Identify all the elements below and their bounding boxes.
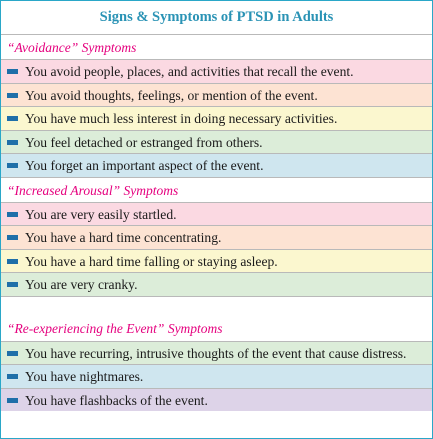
bullet-icon	[7, 398, 18, 403]
bullet-icon	[7, 140, 18, 145]
symptom-text: You forget an important aspect of the event.	[25, 158, 264, 173]
bullet-icon	[7, 282, 18, 287]
symptom-row	[1, 388, 432, 412]
symptom-text: You avoid thoughts, feelings, or mention of the event.	[25, 87, 318, 103]
symptom-row	[1, 202, 432, 226]
symptom-text: You are very easily startled.	[25, 206, 177, 222]
section-header-increased-arousal: “Increased Arousal” Symptoms	[1, 177, 432, 202]
symptom-row	[1, 364, 432, 388]
symptom-text: You have much less interest in doing necessary activities.	[25, 111, 338, 126]
symptom-row	[1, 153, 432, 177]
bullet-icon	[7, 69, 18, 74]
table-title: Signs & Symptoms of PTSD in Adults	[99, 9, 334, 25]
bullet-icon	[7, 259, 18, 264]
bullet-icon	[7, 351, 18, 356]
symptom-row	[1, 341, 432, 365]
bullet-icon	[7, 163, 18, 168]
symptom-row	[1, 59, 432, 83]
bullet-icon	[7, 374, 18, 379]
symptom-row	[1, 130, 432, 154]
symptom-text: You avoid people, places, and activities that recall the event.	[25, 64, 354, 79]
symptom-row	[1, 249, 432, 273]
symptom-text: You have recurring, intrusive thoughts of the event that cause distress.	[25, 345, 407, 361]
symptom-row	[1, 106, 432, 130]
symptom-text: You have a hard time falling or staying asleep.	[25, 253, 278, 269]
symptom-text: You are very cranky.	[25, 277, 138, 292]
bullet-icon	[7, 116, 18, 121]
section-header-re-experiencing: “Re-experiencing the Event” Symptoms	[1, 316, 432, 341]
symptom-text: You feel detached or estranged from others.	[25, 134, 263, 150]
symptom-text: You have nightmares.	[25, 369, 144, 384]
symptom-text: You have a hard time concentrating.	[25, 230, 222, 245]
section-divider	[1, 296, 432, 316]
bullet-icon	[7, 93, 18, 98]
bullet-icon	[7, 235, 18, 240]
symptom-text: You have flashbacks of the event.	[25, 392, 208, 408]
symptom-row	[1, 272, 432, 296]
bullet-icon	[7, 212, 18, 217]
section-header-avoidance: “Avoidance” Symptoms	[1, 34, 432, 59]
symptom-row	[1, 225, 432, 249]
symptom-row	[1, 83, 432, 107]
